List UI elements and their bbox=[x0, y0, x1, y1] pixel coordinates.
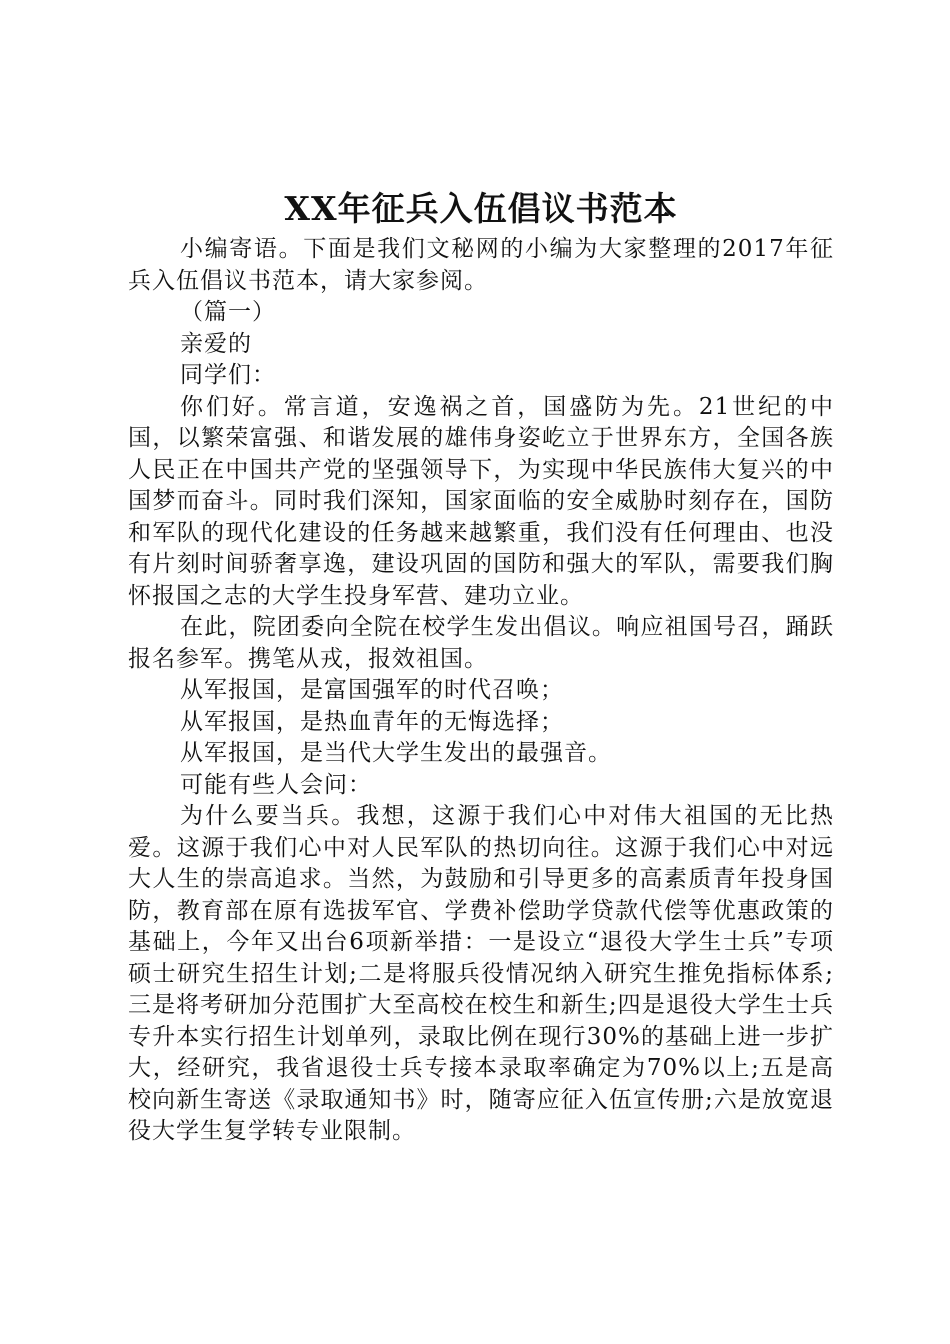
paragraph-salutation-2: 同学们： bbox=[180, 362, 276, 388]
document-page bbox=[128, 186, 834, 1148]
paragraph-question: 可能有些人会问： bbox=[180, 771, 372, 798]
paragraph-intro: 小编寄语。下面是我们文秘网的小编为大家整理的2017年征兵入伍倡议书范本，请大家参阅。 bbox=[128, 236, 834, 294]
paragraph-salutation-1: 亲爱的 bbox=[180, 330, 252, 357]
paragraph-slogan-2: 从军报国，是热血青年的无悔选择； bbox=[180, 708, 564, 735]
paragraph-proposal: 在此，院团委向全院在校学生发出倡议。响应祖国号召，踊跃报名参军。携笔从戎，报效祖国。 bbox=[128, 614, 834, 672]
paragraph-section-label: （篇一） bbox=[180, 299, 276, 325]
paragraph-greeting: 你们好。常言道，安逸祸之首，国盛防为先。21世纪的中国，以繁荣富强、和谐发展的雄伟身姿屹立于世界东方，全国各族人民正在中国共产党的坚强领导下，为实现中华民族伟大复兴的中国梦而奋斗。同时我们深知，国家面临的安全威胁时刻存在，国防和军队的现代化建设的任务越来越繁重，我们没有任何理由、也没有片刻时间骄奢享逸，建设巩固的国防和强大的军队，需要我们胸怀报国之志的大学生投身军营、建功立业。 bbox=[128, 393, 834, 609]
paragraph-reasons: 为什么要当兵。我想，这源于我们心中对伟大祖国的无比热爱。这源于我们心中对人民军队的热切向往。这源于我们心中对远大人生的崇高追求。当然，为鼓励和引导更多的高素质青年投身国防，教育部在原有选拔军官、学费补偿助学贷款代偿等优惠政策的基础上，今年又出台6项新举措：一是设立“退役大学生士兵”专项硕士研究生招生计划;二是将服兵役情况纳入研究生推免指标体系;三是将考研加分范围扩大至高校在校生和新生;四是退役大学生士兵专升本实行招生计划单列，录取比例在现行30%的基础上进一步扩大，经研究，我省退役士兵专接本录取率确定为70%以上;五是高校向新生寄送《录取通知书》时，随寄应征入伍宣传册;六是放宽退役大学生复学转专业限制。 bbox=[128, 803, 834, 1144]
paragraph-slogan-1: 从军报国，是富国强军的时代召唤； bbox=[180, 677, 564, 703]
paragraph-slogan-3: 从军报国，是当代大学生发出的最强音。 bbox=[180, 740, 612, 766]
document-title: XX年征兵入伍倡议书范本 bbox=[284, 189, 678, 228]
